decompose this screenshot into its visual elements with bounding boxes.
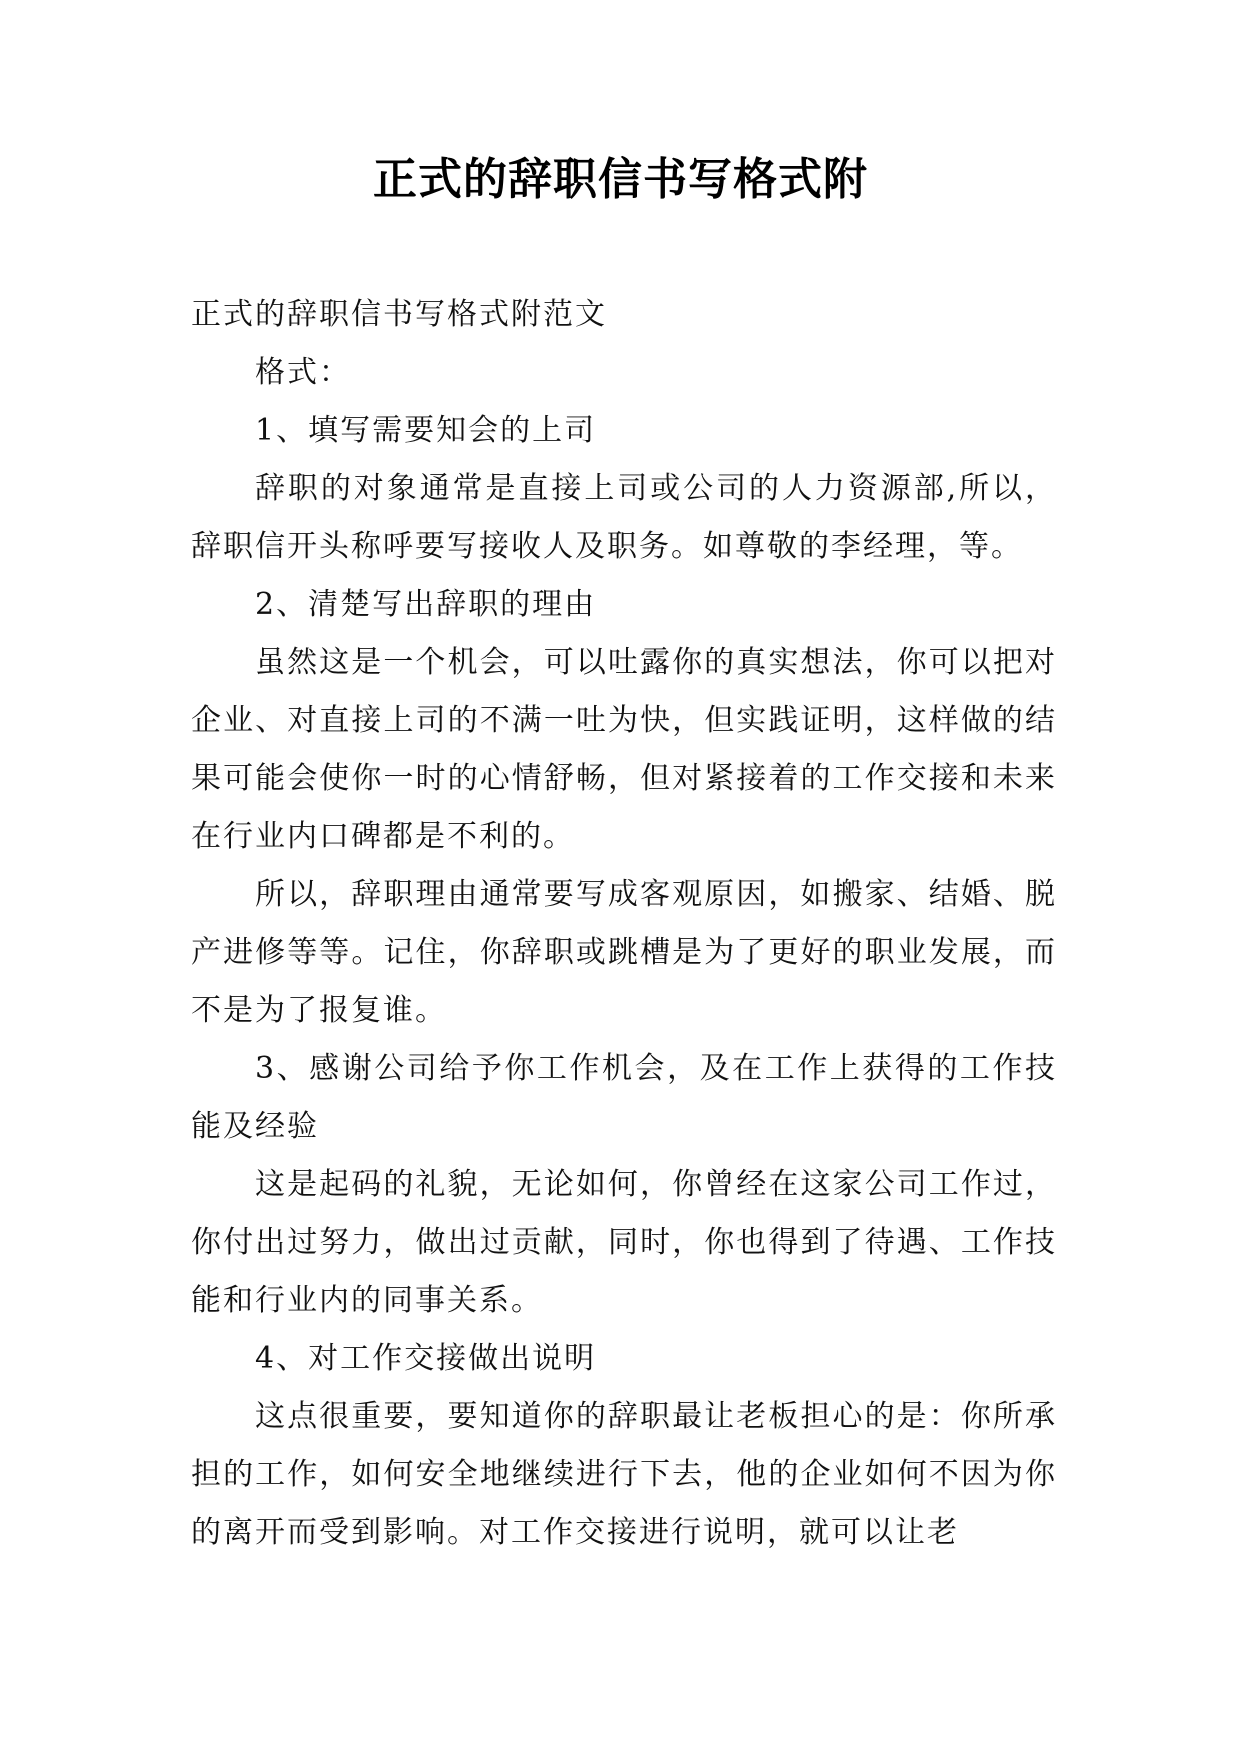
paragraph: 正式的辞职信书写格式附范文: [191, 297, 607, 332]
paragraph: 格式：: [255, 355, 351, 390]
paragraph: 虽然这是一个机会，可以吐露你的真实想法，你可以把对企业、对直接上司的不满一吐为快，但实践证明，这样做的结果可能会使你一时的心情舒畅，但对紧接着的工作交接和未来在行业内口碑都是不利的。: [191, 645, 1057, 854]
paragraph: 这点很重要，要知道你的辞职最让老板担心的是：你所承担的工作，如何安全地继续进行下去，他的企业如何不因为你的离开而受到影响。对工作交接进行说明，就可以让老: [191, 1399, 1057, 1550]
section-heading: 1、填写需要知会的上司: [255, 413, 597, 448]
document-title: 正式的辞职信书写格式附: [373, 154, 868, 205]
section-heading: 2、清楚写出辞职的理由: [255, 587, 597, 622]
section-heading: 4、对工作交接做出说明: [255, 1341, 597, 1376]
document-body: [191, 286, 1057, 1562]
section-heading: 3、感谢公司给予你工作机会，及在工作上获得的工作技能及经验: [191, 1051, 1057, 1144]
paragraph: 辞职的对象通常是直接上司或公司的人力资源部,所以，辞职信开头称呼要写接收人及职务。如尊敬的李经理，等。: [191, 471, 1057, 564]
paragraph: 这是起码的礼貌，无论如何，你曾经在这家公司工作过，你付出过努力，做出过贡献，同时，你也得到了待遇、工作技能和行业内的同事关系。: [191, 1167, 1057, 1318]
paragraph: 所以，辞职理由通常要写成客观原因，如搬家、结婚、脱产进修等等。记住，你辞职或跳槽是为了更好的职业发展，而不是为了报复谁。: [191, 877, 1057, 1028]
